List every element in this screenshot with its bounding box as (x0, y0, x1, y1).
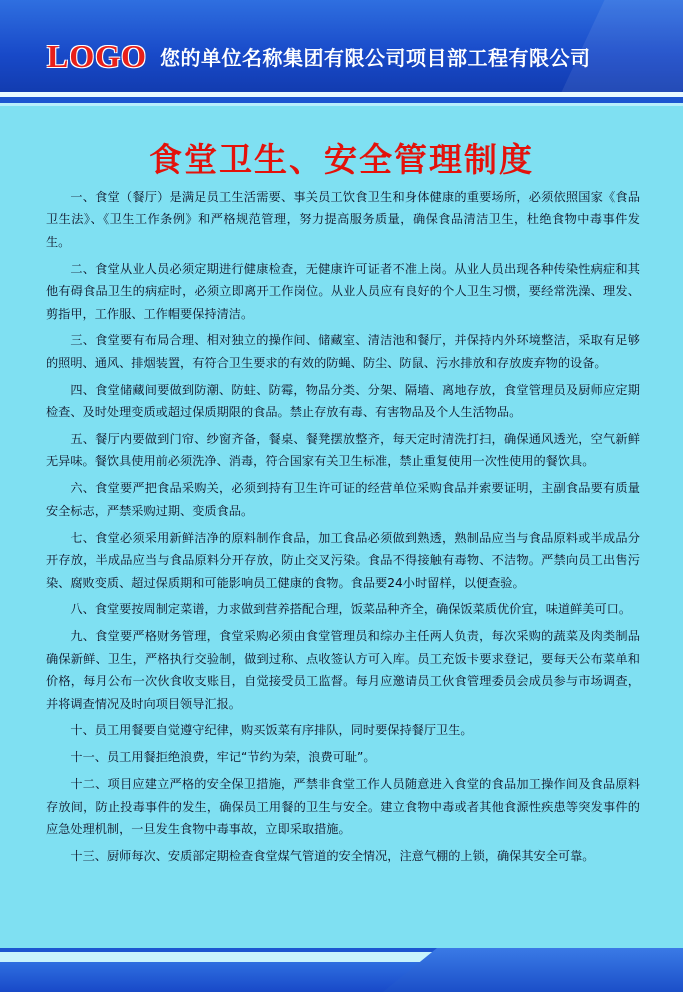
regulation-item-4: 四、食堂储藏间要做到防潮、防蛀、防霉，物品分类、分架、隔墙、离地存放，食堂管理员及厨师应定期检查、及时处理变质或超过保质期限的食品。禁止存放有毒、有害物品及个人生活物品。 (46, 382, 640, 420)
regulation-item-7: 七、食堂必须采用新鲜洁净的原料制作食品，加工食品必须做到熟透，熟制品应当与食品原料或半成品分开存放，半成品应当与食品原料分开存放，防止交叉污染。食品不得接触有毒物、不洁物。严禁向员工出售污染、腐败变质、超过保质期和可能影响员工健康的食物。食品要24小时留样，以便查验。 (46, 530, 640, 590)
regulation-item-5: 五、餐厅内要做到门帘、纱窗齐备，餐桌、餐凳摆放整齐，每天定时清洗打扫，确保通风透光，空气新鲜无异味。餐饮具使用前必须洗净、消毒，符合国家有关卫生标准，禁止重复使用一次性使用的餐饮具。 (46, 432, 640, 469)
header-divider-accent (0, 103, 683, 106)
logo: LOGO (47, 38, 148, 74)
regulation-text (46, 186, 640, 872)
regulation-item-13: 十三、厨师每次、安质部定期检查食堂煤气管道的安全情况，注意气棚的上锁，确保其安全可靠。 (70, 848, 595, 863)
regulation-item-1: 一、食堂（餐厅）是满足员工生活需要、事关员工饮食卫生和身体健康的重要场所，必须依照国家《食品卫生法》、《卫生工作条例》和严格规范管理，努力提高服务质量，确保食品清洁卫生，杜绝食物中毒事件发生。 (46, 190, 640, 249)
regulation-item-8: 八、食堂要按周制定菜谱，力求做到营养搭配合理，饭菜品种齐全，确保饭菜质优价宜，味道鲜美可口。 (70, 602, 632, 617)
regulation-item-11: 十一、员工用餐拒绝浪费，牢记“节约为荣，浪费可耻”。 (70, 750, 376, 765)
regulation-item-9: 九、食堂要严格财务管理，食堂采购必须由食堂管理员和综办主任两人负责，每次采购的蔬菜及肉类制品确保新鲜、卫生，严格执行交验制，做到过称、点收签认方可入库。员工充饭卡要求登记，要每天公布菜单和价格，每月公布一次伙食收支账目，自觉接受员工监督。每月应邀请员工伙食管理委员会成员参与市场调查，并将调查情况及时向项目领导汇报。 (46, 629, 640, 711)
regulation-item-10: 十、员工用餐要自觉遵守纪律，购买饭菜有序排队，同时要保持餐厅卫生。 (70, 723, 473, 738)
page-title: 食堂卫生、安全管理制度 (149, 140, 534, 179)
regulation-item-12: 十二、项目应建立严格的安全保卫措施，严禁非食堂工作人员随意进入食堂的食品加工操作间及食品原料存放间，防止投毒事件的发生，确保员工用餐的卫生与安全。建立食物中毒或者其他食源性疾患等突发事件的应急处理机制，一旦发生食物中毒事故，立即采取措施。 (46, 777, 640, 837)
header-banner (0, 0, 683, 92)
company-name: 您的单位名称集团有限公司项目部工程有限公司 (160, 46, 591, 70)
regulation-item-3: 三、食堂要有布局合理、相对独立的操作间、储藏室、清洁池和餐厅，并保持内外环境整洁，采取有足够的照明、通风、排烟装置，有符合卫生要求的有效的防蝇、防尘、防鼠、污水排放和存放废弃物的设备。 (46, 333, 640, 370)
regulation-item-2: 二、食堂从业人员必须定期进行健康检查，无健康许可证者不准上岗。从业人员出现各种传染性病症和其他有碍食品卫生的病症时，必须立即离开工作岗位。从业人员应有良好的个人卫生习惯，要经常洗澡、理发、剪指甲，工作服、工作帽要保持清洁。 (46, 261, 640, 321)
regulation-item-6: 六、食堂要严把食品采购关，必须到持有卫生许可证的经营单位采购食品并索要证明，主副食品要有质量安全标志，严禁采购过期、变质食品。 (46, 481, 640, 518)
